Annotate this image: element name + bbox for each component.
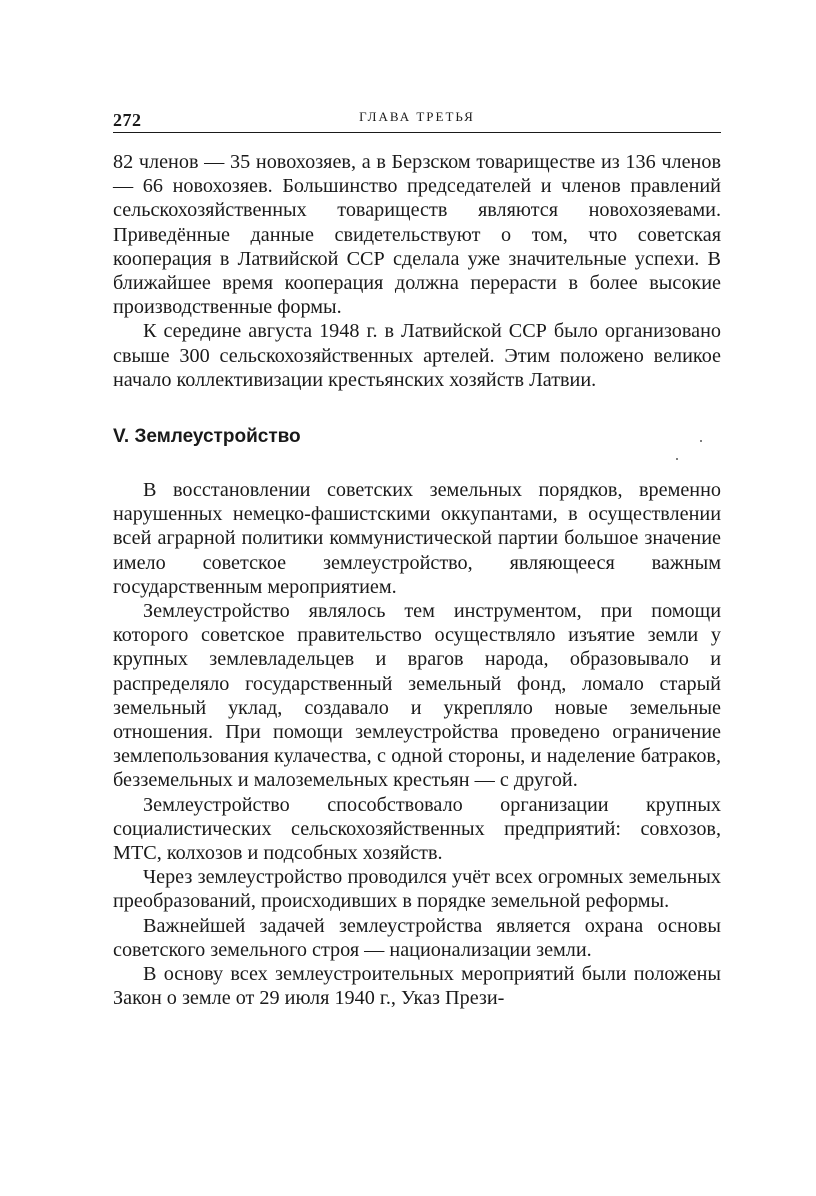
section-heading: V. Землеустройство [113, 426, 301, 448]
running-header [113, 106, 721, 133]
print-speck [676, 458, 678, 460]
paragraph: Важнейшей задачей землеустройства является охрана основы советского земельного строя — национализации земли. [113, 914, 721, 961]
paragraph-continued: 82 членов — 35 новохозяев, а в Берзском товариществе из 136 членов — 66 новохозяев. Большинство председателей и членов правлений сельскохозяйственных товариществ являются новохозяевами. Приведённые данные свидетельствуют о том, что советская кооперация в Латвийской ССР сделала уже значительные успехи. В ближайшее время кооперация должна перерасти в более высокие производственные формы. [113, 151, 721, 319]
paragraph: Землеустройство способствовало организации крупных социалистических сельскохозяйственных предприятий: совхозов, МТС, колхозов и подсобных хозяйств. [113, 793, 721, 865]
page-number: 272 [113, 110, 142, 130]
body-text [113, 150, 721, 1011]
chapter-title: ГЛАВА ТРЕТЬЯ [359, 109, 475, 124]
paragraph: Землеустройство являлось тем инструментом, при помощи которого советское правительство осуществляло изъятие земли у крупных землевладельцев и врагов народа, образовывало и распределяло государственный земельный фонд, ломало старый земельный уклад, создавало и укрепляло новые земельные отношения. При помощи землеустройства проведено ограничение землепользования кулачества, с одной стороны, и наделение батраков, безземельных и малоземельных крестьян — с другой. [113, 600, 721, 792]
paragraph: В восстановлении советских земельных порядков, временно нарушенных немецко-фашистскими оккупантами, в осуществлении всей аграрной политики коммунистической партии большое значение имело советское землеустройство, являющееся важным государственным мероприятием. [113, 479, 721, 598]
paragraph: К середине августа 1948 г. в Латвийской ССР было организовано свыше 300 сельскохозяйственных артелей. Этим положено великое начало коллективизации крестьянских хозяйств Латвии. [113, 320, 721, 391]
print-speck [700, 440, 702, 442]
paragraph: В основу всех землеустроительных мероприятий были положены Закон о земле от 29 июля 1940 г., Указ Прези- [113, 963, 721, 1010]
paragraph: Через землеустройство проводился учёт всех огромных земельных преобразований, происходивших в порядке земельной реформы. [113, 866, 721, 913]
